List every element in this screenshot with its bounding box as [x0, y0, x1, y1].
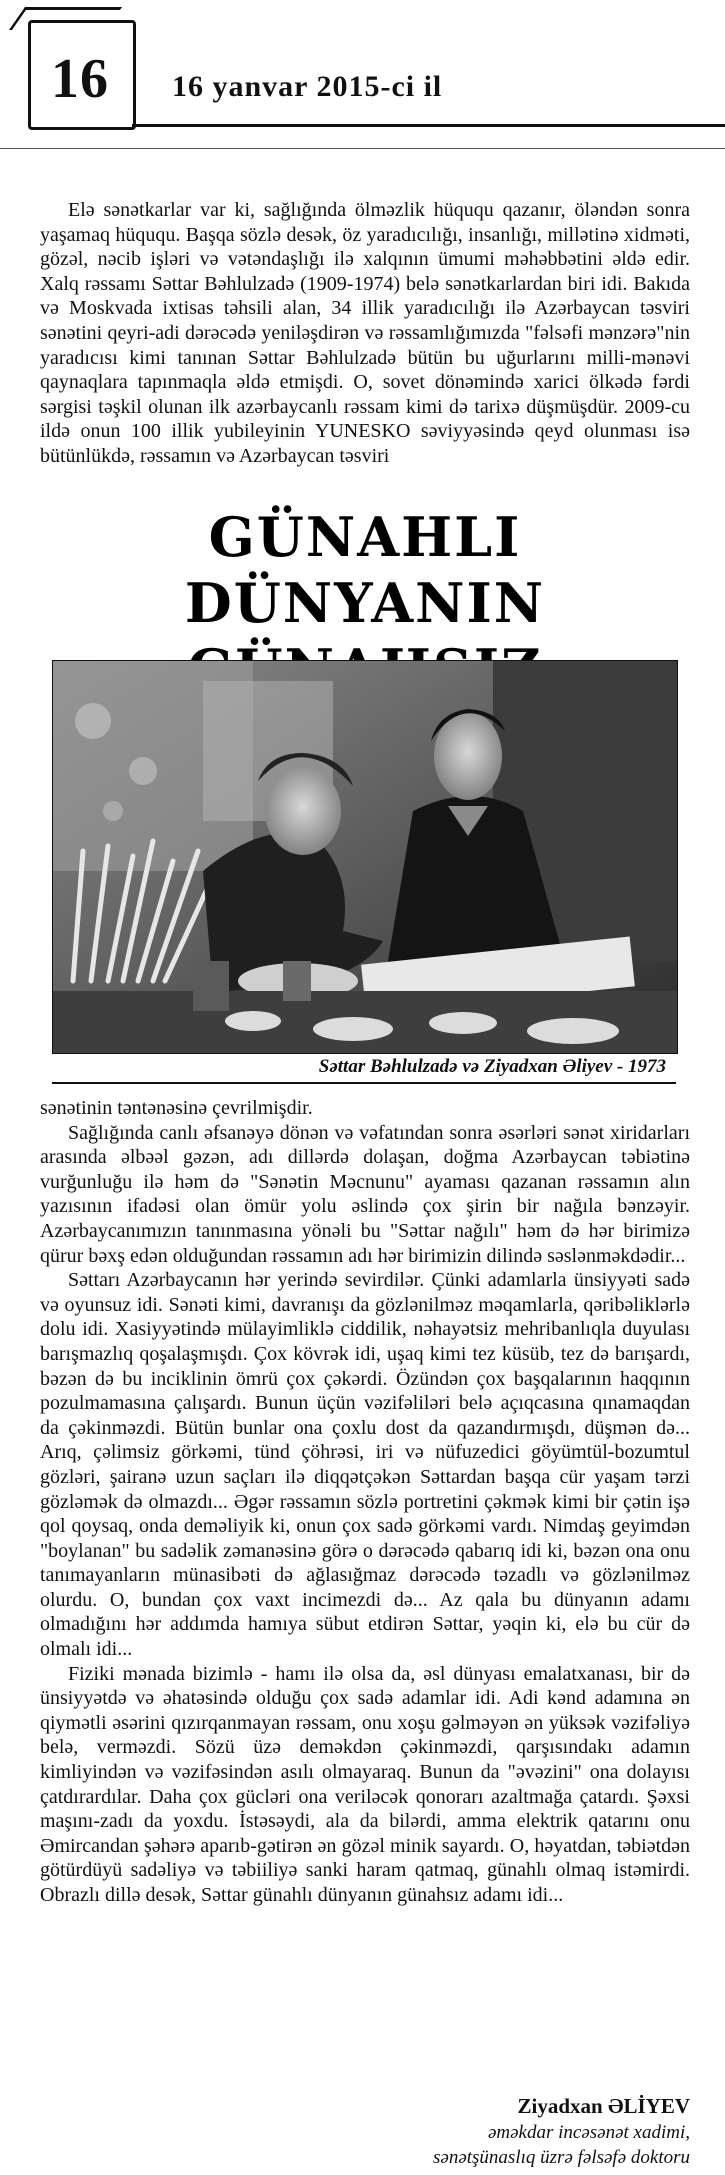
article-body	[40, 1096, 690, 1908]
author-signature	[300, 2092, 690, 2170]
page-header	[0, 0, 725, 150]
photo-caption	[52, 1052, 676, 1084]
photo-caption-text: Səttar Bəhlulzadə və Ziyadxan Əliyev - 1973	[318, 1056, 666, 1077]
body-paragraph-3: Fiziki mənada bizimlə - hamı ilə olsa da, əsl dünyası emalatxanası, bir də ünsiyyətdə və əhatəsində olduğu çox sadə adamlar idi. Adi kənd adamına ən qiymətli əsərini qızırqanmayan rəssam, onu xoşu gəlməyən ən yüksək vəzifəliyə belə, verməzdi. Sözü üzə deməkdən çəkinməzdi, qarşısındakı adamın kimliyindən və vəzifəsindən asılı olmayaraq. Bunun da "əvəzini" ona dolayısı çatdırardılar. Daha çox gücləri ona veriləcək qonorarı azaltmağa çatardı. Şəxsi maşını-zadı da yoxdu. İstəsəydi, ala da bilərdi, amma elektrik qatarını onu Əmircandan şəhərə aparıb-gətirən ən gözəl minik sayardı. O, həyatdan, təbiətdən götürdüyü sadəliyə və təbiiliyə sanki haram qatmaq, günahlı olmaq istəmirdi. Obrazlı dillə desək, Səttar günahlı dünyanın günahsız adamı idi...	[40, 1662, 690, 1906]
author-name: Ziyadxan ƏLİYEV	[517, 2094, 690, 2118]
header-rule	[132, 124, 725, 127]
headline-line-1: GÜNAHLI DÜNYANIN	[184, 505, 546, 635]
article-photo	[52, 660, 678, 1054]
body-paragraph-2: Səttarı Azərbaycanın hər yerində sevirdilər. Çünki adamlarla ünsiyyəti sadə və oyunsuz idi. Sənəti kimi, davranışı da gözlənilməz məqamlarla, qəribəliklərlə dolu idi. Xasiyyətində mülayimliklə ciddilik, nəhayətsiz mehribanlıqla duyulası barışmazlıq qoşalaşmışdı. Çox kövrək idi, uşaq kimi tez küsüb, tez də barışardı, bəzən də bu inciklinin ömrü çox çəkərdi. Özündən çox başqalarının haqqının pozulmamasına çalışardı. Bunun üçün vəzifəliləri belə açıqcasına qınamaqdan da çəkinməzdi. Bütün bunlar ona çoxlu dost da qazandırmışdı, düşmən də... Arıq, çəlimsiz görkəmi, tünd çöhrəsi, iri və nüfuzedici göyümtül-bozumtul gözləri, şairanə uzun saçları ilə diqqətçəkən Səttardan başqa cür yaşam tərzi gözləmək də olmazdı... Əgər rəssamın sözlə portretini çəkmək kimi bir çətin işə qol qoysaq, onda deməliyik ki, onun çox sadə görkəmi vardı. Nimdaş geyimdən "boylanan" bu sadəlik zəmanəsinə görə o dərəcədə qabarıq idi ki, bəzən ona onu tanımayanların münasibəti də ağlasığmaz dərəcədə təzadlı və gözlənilməz olurdu. O, bundan çox vaxt incimezdi də... Az qala bu dünyanın adamı olmadığını hər addımda hamıya sübut etdirən Səttar, yəqin ki, elə bu cür də olmalı idi...	[40, 1269, 690, 1661]
issue-date: 16 yanvar 2015-ci il	[172, 70, 443, 103]
header-rule-thin	[0, 148, 725, 149]
author-title-1: əməkdar incəsənət xadimi,	[487, 2122, 690, 2143]
page-number-book-icon	[28, 20, 136, 130]
author-title-2: sənətşünaslıq üzrə fəlsəfə doktoru	[433, 2147, 690, 2168]
page-number: 16	[51, 48, 109, 110]
photo-image	[53, 661, 677, 1053]
body-continuation: sənətinin təntənəsinə çevrilmişdir.	[40, 1097, 313, 1119]
body-paragraph-1: Sağlığında canlı əfsanəyə dönən və vəfatından sonra əsərləri sənət xiridarları arasında əlbəəl gəzən, adı dillərdə dolaşan, doğma Azərbaycan təbiətinə vurğunluğu ilə həm də "Sənətin Məcnunu" ayaması qazanan rəssamın alın yazısının ifadəsi olan ömür yolu əslində çox şirin bir nağıla bənzəyir. Azərbaycanımızın tanınmasına yönəli bu "Səttar nağılı" həm də hər birimizə qürur bəxş edən olduğundan rəssamın adı hər birimizin dilində səslənməkdədir...	[40, 1121, 690, 1267]
intro-paragraph: Elə sənətkarlar var ki, sağlığında ölməzlik hüququ qazanır, öləndən sonra yaşamaq hüququ. Başqa sözlə desək, öz yaradıcılığı, insanlığı, millətinə xidməti, gözəl, nəcib işləri və vətəndaşlığı ilə xalqının ümumi məhəbbətini əldə edir. Xalq rəssamı Səttar Bəhlulzadə (1909-1974) belə sənətkarlardan biri idi. Bakıda və Moskvada ixtisas təhsili alan, 34 illik yaradıcılığı ilə Azərbaycan təsviri sənətini qeyri-adi dərəcədə yeniləşdirən və rəssamlığımızda "fəlsəfi mənzərə"nin yaradıcısı kimi tanınan Səttar Bəhlulzadə bütün bu uğurlarını milli-mənəvi qaynaqlara tapınmaqla əldə etmişdi. O, sovet dönəmində xarici ölkədə fərdi sərgisi təşkil olunan ilk azərbaycanlı rəssam kimi də tarixə düşmüşdür. 2009-cu ildə onun 100 illik yubileyinin YUNESKO səviyyəsində qeyd olunması isə bütünlükdə, rəssamın və Azərbaycan təsviri	[40, 199, 690, 467]
